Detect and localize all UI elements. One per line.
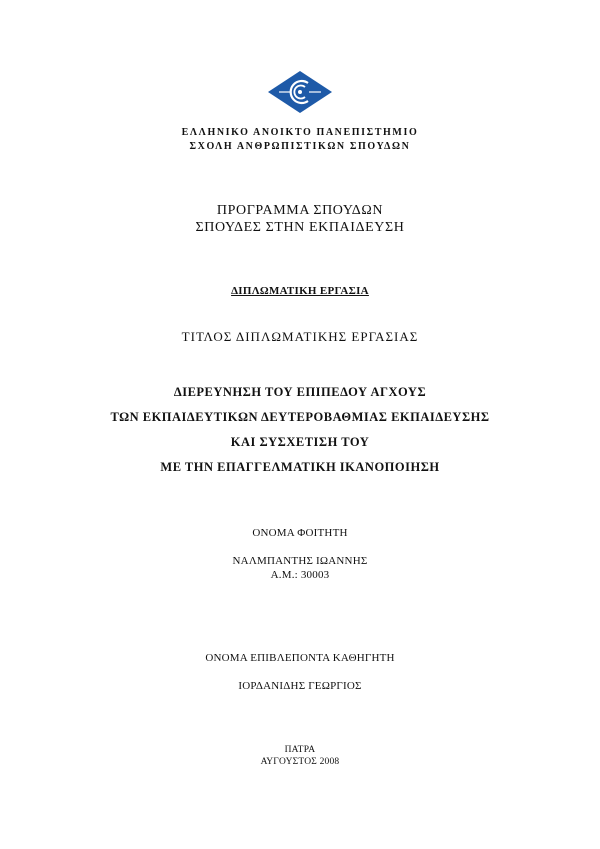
supervisor-name: ΙΟΡΔΑΝΙΔΗΣ ΓΕΩΡΓΙΟΣ <box>238 680 362 692</box>
thesis-title-line-2: ΤΩΝ ΕΚΠΑΙΔΕΥΤΙΚΩΝ ΔΕΥΤΕΡΟΒΑΘΜΙΑΣ ΕΚΠΑΙΔΕΥΣΗΣ <box>110 410 490 424</box>
student-label: ΟΝΟΜΑ ΦΟΙΤΗΤΗ <box>252 527 348 539</box>
program-title: ΠΡΟΓΡΑΜΜΑ ΣΠΟΥΔΩΝ <box>216 203 384 218</box>
program-subtitle: ΣΠΟΥΔΕΣ ΣΤΗΝ ΕΚΠΑΙΔΕΥΣΗ <box>195 220 405 235</box>
date: ΑΥΓΟΥΣΤΟΣ 2008 <box>260 757 340 767</box>
university-name: ΕΛΛΗΝΙΚΟ ΑΝΟΙΚΤΟ ΠΑΝΕΠΙΣΤΗΜΙΟ <box>181 127 419 138</box>
school-name: ΣΧΟΛΗ ΑΝΘΡΩΠΙΣΤΙΚΩΝ ΣΠΟΥΔΩΝ <box>189 141 411 152</box>
supervisor-label: ΟΝΟΜΑ ΕΠΙΒΛΕΠΟΝΤΑ ΚΑΘΗΓΗΤΗ <box>205 652 395 664</box>
thesis-title-line-3: ΚΑΙ ΣΥΣΧΕΤΙΣΗ ΤΟΥ <box>230 435 370 449</box>
thesis-title-line-1: ΔΙΕΡΕΥΝΗΣΗ ΤΟΥ ΕΠΙΠΕΔΟΥ ΑΓΧΟΥΣ <box>173 385 427 399</box>
city: ΠΑΤΡΑ <box>284 745 316 755</box>
thesis-title-label: ΤΙΤΛΟΣ ΔΙΠΛΩΜΑΤΙΚΗΣ ΕΡΓΑΣΙΑΣ <box>181 329 419 344</box>
student-name: ΝΑΛΜΠΑΝΤΗΣ ΙΩΑΝΝΗΣ <box>232 555 368 567</box>
university-logo-icon <box>267 70 333 114</box>
student-id: Α.Μ.: 30003 <box>270 569 330 581</box>
thesis-title-line-4: ΜΕ ΤΗΝ ΕΠΑΓΓΕΛΜΑΤΙΚΗ ΙΚΑΝΟΠΟΙΗΣΗ <box>160 460 440 474</box>
document-type: ΔΙΠΛΩΜΑΤΙΚΗ ΕΡΓΑΣΙΑ <box>231 285 369 297</box>
